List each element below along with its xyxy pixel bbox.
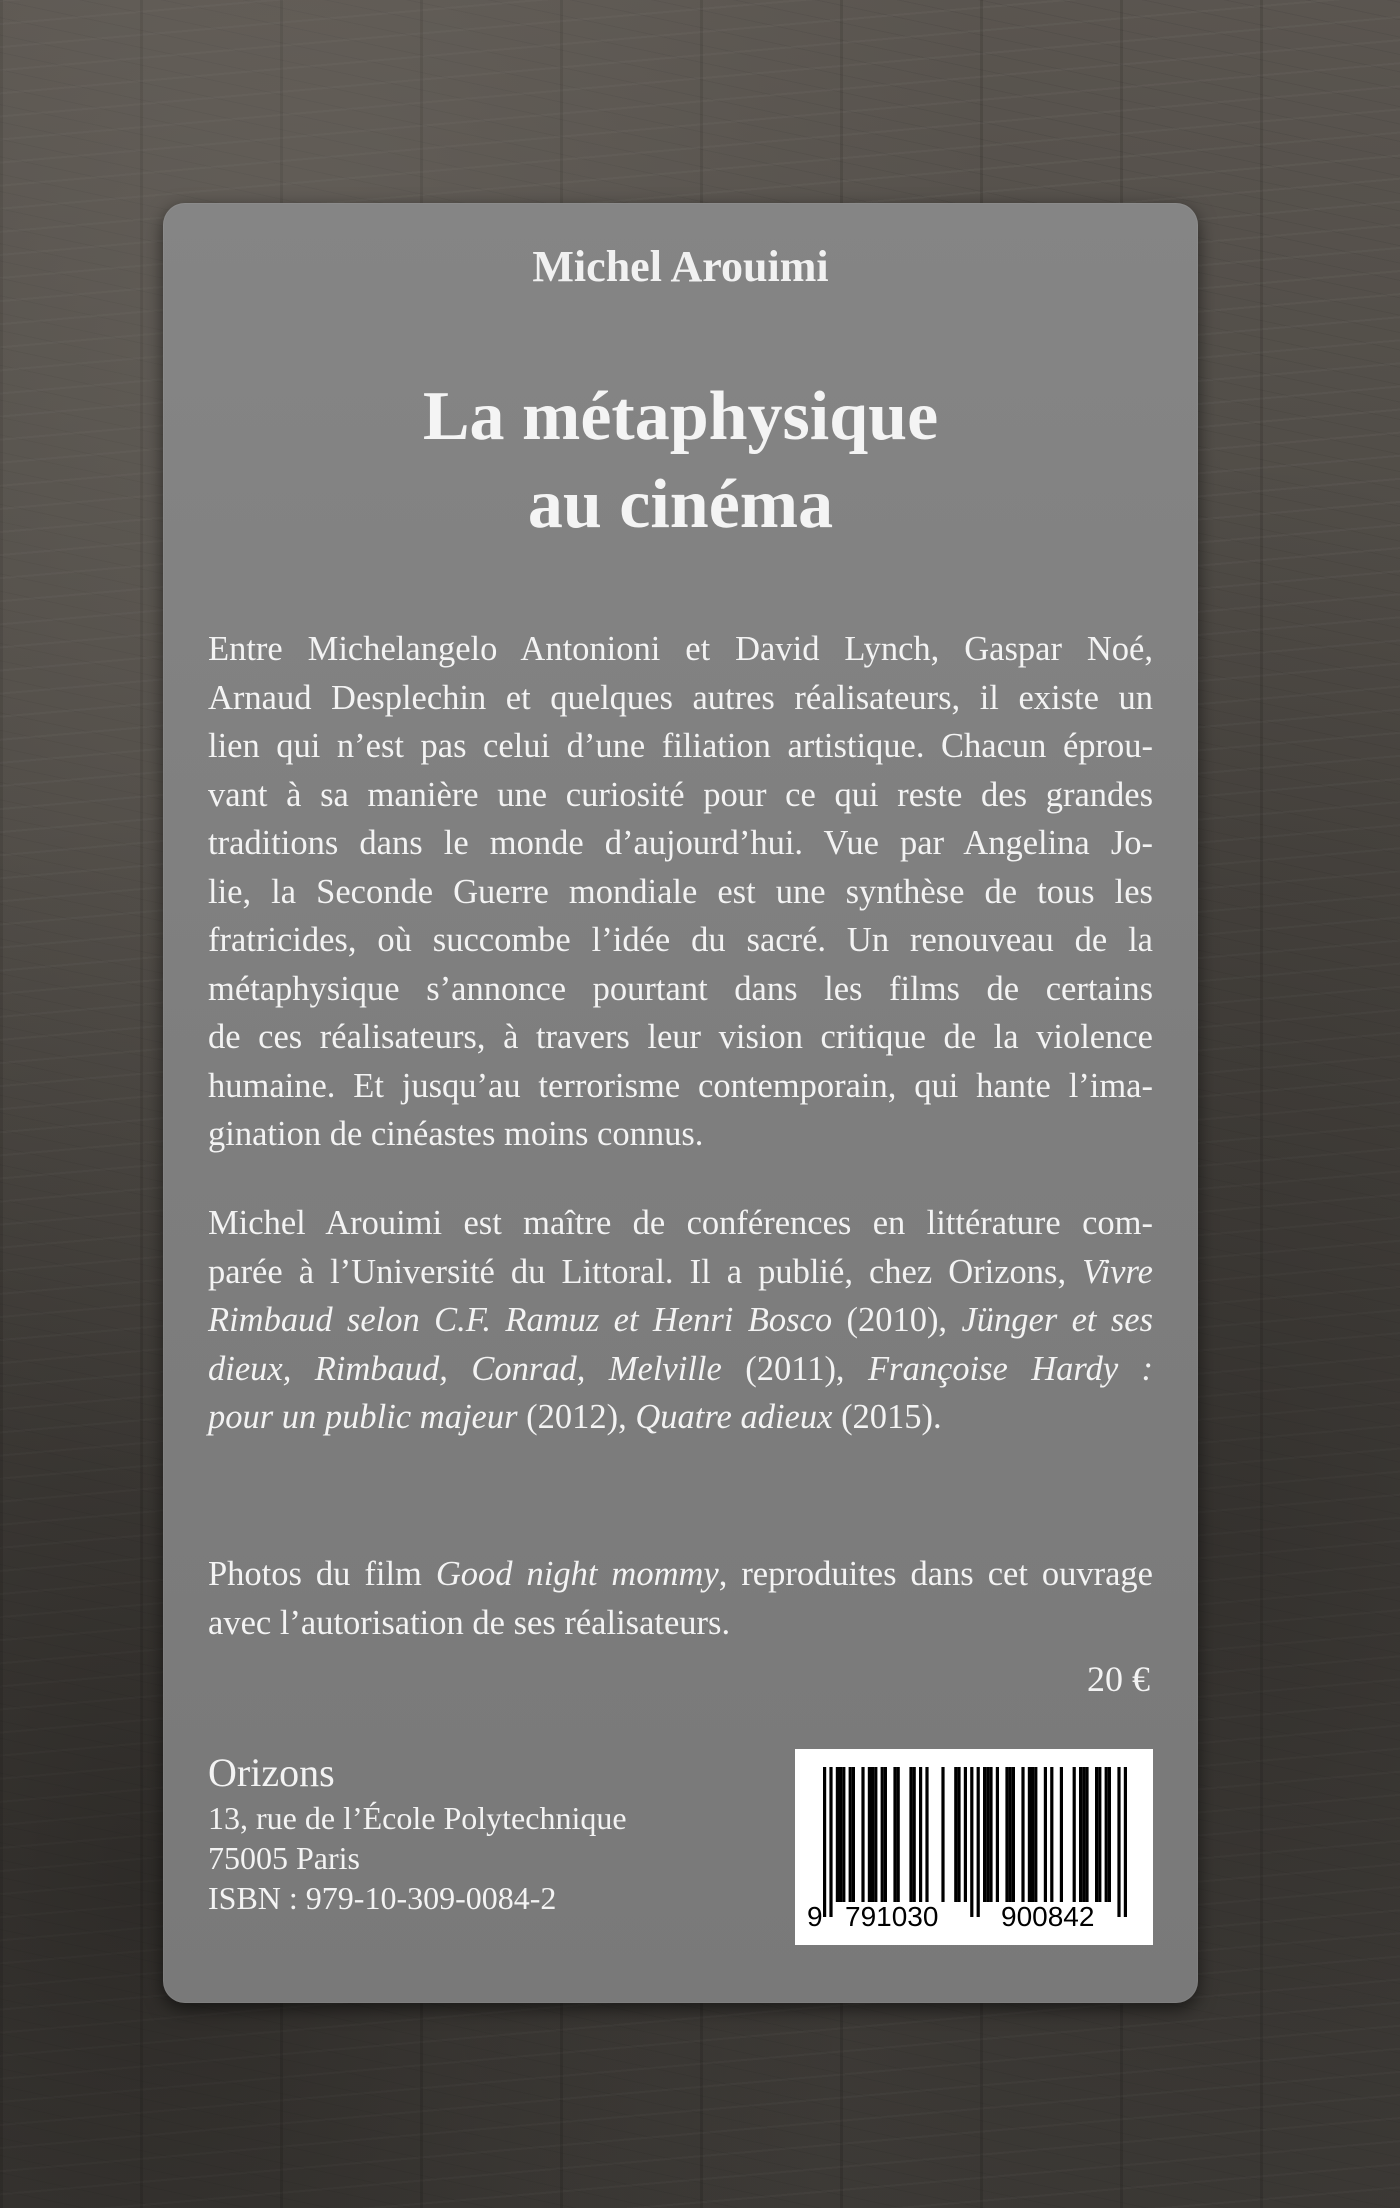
- bio-text: Michel Arouimi est maître de conférences en littérature com-: [208, 1204, 1153, 1242]
- synopsis-line: fratricides, où succombe l’idée du sacré. Un renouveau de la: [208, 921, 1153, 959]
- synopsis-line: Arnaud Desplechin et quelques autres réalisateurs, il existe un: [208, 678, 1153, 717]
- barcode-bar: [1009, 1767, 1012, 1902]
- author-bio-paragraph: [208, 1199, 1153, 1442]
- synopsis-line: lie, la Seconde Guerre mondiale est une synthèse de tous les: [208, 872, 1153, 911]
- barcode-bar: [970, 1767, 973, 1917]
- bio-line: [208, 1345, 1153, 1394]
- barcode-first-digit: 9: [807, 1901, 823, 1932]
- barcode-bar: [861, 1767, 864, 1902]
- barcode-bar: [881, 1767, 884, 1902]
- bio-line: [208, 1248, 1153, 1297]
- barcode-bar: [977, 1767, 980, 1917]
- barcode-bar: [989, 1767, 992, 1902]
- publisher-city: 75005 Paris: [208, 1840, 360, 1876]
- barcode-bar: [1105, 1767, 1108, 1902]
- barcode-bar: [871, 1767, 874, 1902]
- synopsis-paragraph: [208, 625, 1153, 1159]
- synopsis-line: traditions dans le monde d’aujourd’hui. Vue par Angelina Jo-: [208, 824, 1153, 862]
- barcode-bar: [1124, 1767, 1127, 1917]
- price-label: 20 €: [1087, 1659, 1150, 1699]
- barcode-bar: [849, 1767, 852, 1902]
- barcode-bar: [1073, 1767, 1076, 1902]
- barcode-bar: [1021, 1767, 1024, 1902]
- bio-book-title: Quatre adieux: [635, 1398, 833, 1436]
- barcode-bar: [1098, 1767, 1101, 1902]
- barcode-bar: [925, 1767, 928, 1902]
- barcode-left-digits: 791030: [845, 1901, 939, 1932]
- barcode-bar: [941, 1767, 944, 1902]
- credits-text: , reproduites dans cet ouvrage: [718, 1555, 1153, 1593]
- barcode-bar: [823, 1767, 826, 1917]
- isbn-number: ISBN : 979-10-309-0084-2: [208, 1880, 557, 1916]
- synopsis-line: lien qui n’est pas celui d’une filiation artistique. Chacun éprou-: [208, 727, 1153, 765]
- bio-text: parée à l’Université du Littoral. Il a publié, chez Orizons,: [208, 1252, 1067, 1291]
- bio-book-title: dieux, Rimbaud, Conrad, Melville: [208, 1349, 722, 1388]
- isbn-barcode: [795, 1749, 1153, 1945]
- barcode-bar: [1108, 1767, 1111, 1902]
- barcode-bar: [1095, 1767, 1098, 1902]
- credits-text: Photos du film: [208, 1555, 422, 1593]
- bio-book-title: Jünger et ses: [961, 1301, 1154, 1339]
- publisher-block: [208, 1748, 627, 1918]
- barcode-bar: [852, 1767, 855, 1902]
- synopsis-line: humaine. Et jusqu’au terrorisme contemporain, qui hante l’ima-: [208, 1066, 1153, 1105]
- bio-text: (2012),: [526, 1398, 627, 1436]
- bio-line: [208, 1393, 1153, 1442]
- barcode-bar: [1050, 1767, 1053, 1902]
- barcode-bar: [884, 1767, 887, 1902]
- barcode-bar: [842, 1767, 845, 1902]
- publisher-address: 13, rue de l’École Polytechnique: [208, 1800, 627, 1836]
- barcode-bar: [1012, 1767, 1015, 1902]
- barcode-bar: [1028, 1767, 1031, 1902]
- author-name: Michel Arouimi: [532, 242, 829, 291]
- book-title-line: La métaphysique: [422, 378, 939, 455]
- barcode-bar: [954, 1767, 957, 1902]
- barcode-digits: [795, 1901, 1153, 1941]
- barcode-bar: [919, 1767, 922, 1902]
- bio-text: (2010),: [846, 1301, 948, 1339]
- barcode-bar: [1005, 1767, 1008, 1902]
- barcode-bar: [897, 1767, 900, 1902]
- book-title-line: au cinéma: [527, 466, 834, 543]
- bio-text: (2015).: [841, 1398, 942, 1436]
- credits-line: [208, 1550, 1153, 1599]
- synopsis-line: Entre Michelangelo Antonioni et David Lynch, Gaspar Noé,: [208, 630, 1153, 668]
- barcode-bar: [868, 1767, 871, 1902]
- publisher-name: Orizons: [208, 1750, 335, 1795]
- bio-line: [208, 1199, 1153, 1248]
- barcode-bar: [986, 1767, 989, 1902]
- barcode-bar: [909, 1767, 912, 1902]
- film-title: Good night mommy: [435, 1555, 719, 1593]
- bio-book-title: Françoise Hardy :: [867, 1349, 1154, 1388]
- bio-book-title: Vivre: [1082, 1252, 1153, 1291]
- photo-credits-paragraph: [208, 1550, 1153, 1647]
- synopsis-line: vant à sa manière une curiosité pour ce qui reste des grandes: [208, 775, 1153, 814]
- barcode-bar: [1044, 1767, 1047, 1902]
- bio-book-title: Rimbaud selon C.F. Ramuz et Henri Bosco: [208, 1301, 833, 1339]
- barcode-bar: [874, 1767, 877, 1902]
- back-cover-panel: [163, 203, 1198, 2003]
- book-title: [163, 373, 1198, 549]
- barcode-bar: [957, 1767, 960, 1902]
- barcode-bar: [996, 1767, 999, 1902]
- barcode-bar: [1079, 1767, 1082, 1902]
- barcode-bar: [1082, 1767, 1085, 1902]
- barcode-bar: [1031, 1767, 1034, 1902]
- barcode-bar: [829, 1767, 832, 1917]
- barcode-bar: [836, 1767, 839, 1902]
- barcode-bar: [1060, 1767, 1063, 1902]
- barcode-bar: [893, 1767, 896, 1902]
- barcode-bar: [839, 1767, 842, 1902]
- barcode-bar: [1034, 1767, 1037, 1902]
- synopsis-line: métaphysique s’annonce pourtant dans les films de certains: [208, 969, 1153, 1008]
- barcode-bar: [1085, 1767, 1088, 1902]
- barcode-bar: [913, 1767, 916, 1902]
- barcode-right-digits: 900842: [1001, 1901, 1095, 1932]
- bio-text: (2011),: [745, 1349, 845, 1388]
- bio-book-title: pour un public majeur: [208, 1398, 518, 1436]
- barcode-bar: [983, 1767, 986, 1902]
- credits-line: avec l’autorisation de ses réalisateurs.: [208, 1603, 731, 1642]
- bio-line: [208, 1296, 1153, 1345]
- barcode-bar: [964, 1767, 967, 1902]
- barcode-bar: [1117, 1767, 1120, 1917]
- synopsis-line: de ces réalisateurs, à travers leur vision critique de la violence: [208, 1018, 1153, 1056]
- synopsis-line: gination de cinéastes moins connus.: [208, 1115, 704, 1153]
